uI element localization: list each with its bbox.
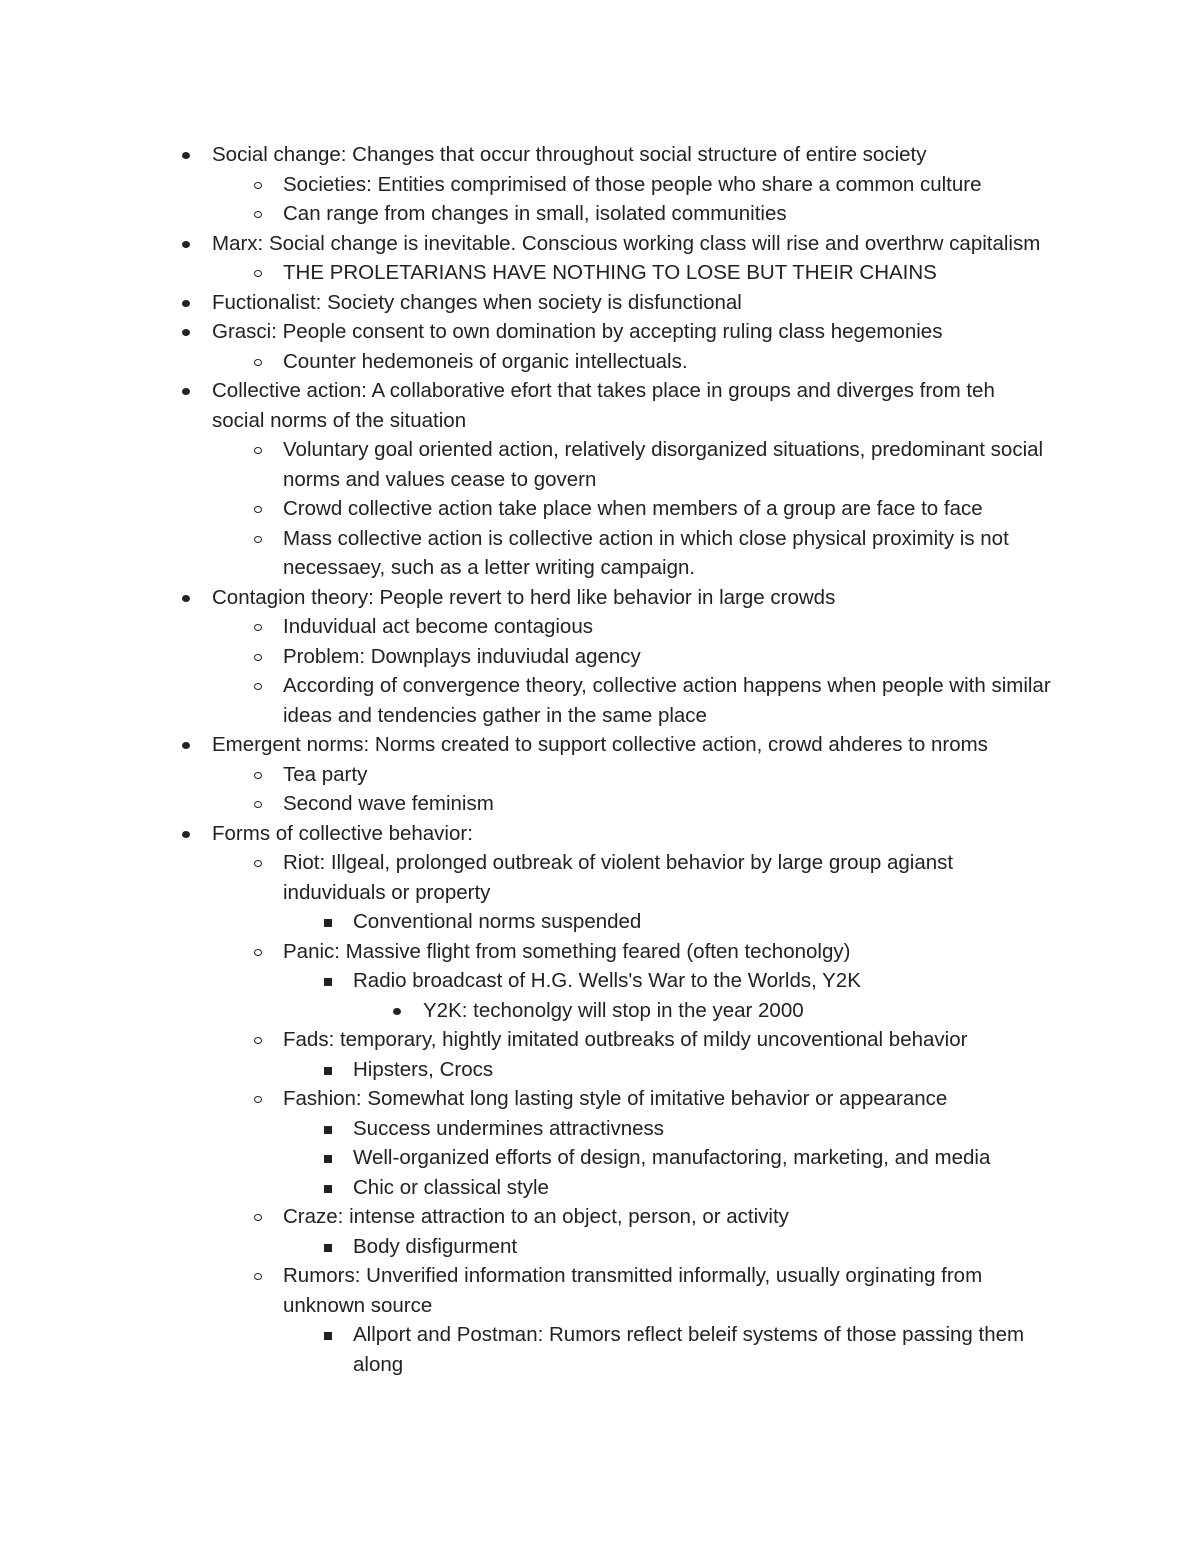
list-item <box>283 612 1051 642</box>
list-item <box>283 170 1051 200</box>
bullet-circle-icon <box>249 848 269 878</box>
bullet-disc-icon <box>387 996 407 1026</box>
list-item <box>353 1143 1051 1173</box>
list-item-text: Forms of collective behavior: <box>212 821 473 845</box>
list-item-text: Craze: intense attraction to an object, person, or activity <box>283 1205 789 1228</box>
list-item-text: Contagion theory: People revert to herd like behavior in large crowds <box>212 585 836 609</box>
list-item <box>283 347 1051 377</box>
list-item <box>353 1320 1051 1379</box>
list-item-text: Radio broadcast of H.G. Wells's War to the Worlds, Y2K <box>353 969 861 992</box>
list-item <box>283 1084 1051 1114</box>
list-item-text: Riot: Illgeal, prolonged outbreak of violent behavior by large group agianst induviduals or property <box>283 851 954 904</box>
list-item-text: Rumors: Unverified information transmitted informally, usually orginating from unknown source <box>283 1264 983 1317</box>
list-item-text: Marx: Social change is inevitable. Conscious working class will rise and overthrw capitalism <box>212 231 1041 255</box>
bullet-disc-icon <box>176 819 196 849</box>
list-item-text: Second wave feminism <box>283 792 494 815</box>
list-item-text: Crowd collective action take place when members of a group are face to face <box>283 497 983 520</box>
bullet-square-icon <box>319 966 339 996</box>
list-item <box>353 1055 1051 1085</box>
list-item-text: Chic or classical style <box>353 1175 549 1199</box>
list-item <box>212 376 1050 435</box>
list-item <box>283 258 1051 288</box>
bullet-circle-icon <box>249 347 269 377</box>
list-item-text: Fuctionalist: Society changes when society is disfunctional <box>212 290 742 314</box>
bullet-circle-icon <box>249 1202 269 1232</box>
bullet-circle-icon <box>249 760 269 790</box>
list-item <box>353 1114 1051 1144</box>
list-item <box>283 642 1051 672</box>
list-item-text: Collective action: A collaborative efort that takes place in groups and diverges from teh social norms of the situation <box>212 379 995 432</box>
bullet-circle-icon <box>249 1084 269 1114</box>
bullet-circle-icon <box>249 789 269 819</box>
bullet-circle-icon <box>249 671 269 701</box>
list-item-text: Fashion: Somewhat long lasting style of imitative behavior or appearance <box>283 1087 948 1110</box>
list-item <box>212 583 1050 613</box>
list-item-text: Grasci: People consent to own domination by accepting ruling class hegemonies <box>212 320 943 343</box>
list-item-text: Allport and Postman: Rumors reflect beleif systems of those passing them along <box>353 1323 1025 1376</box>
bullet-square-icon <box>319 1232 339 1262</box>
list-item-text: Conventional norms suspended <box>353 910 642 933</box>
bullet-disc-icon <box>176 583 196 613</box>
list-item <box>353 966 1051 996</box>
bullet-circle-icon <box>249 170 269 200</box>
list-item <box>283 848 1051 907</box>
bullet-square-icon <box>319 1173 339 1203</box>
list-item <box>283 1202 1051 1232</box>
list-item <box>283 789 1051 819</box>
list-item <box>283 435 1051 494</box>
list-item-text: Success undermines attractivness <box>353 1116 665 1140</box>
list-item <box>283 937 1051 967</box>
list-item-text: Y2K: techonolgy will stop in the year 2000 <box>423 998 804 1022</box>
list-item-text: According of convergence theory, collective action happens when people with similar ideas and tendencies gather in the same place <box>283 674 1051 727</box>
list-item-text: Problem: Downplays induviudal agency <box>283 644 641 668</box>
list-item-text: Body disfigurment <box>353 1234 518 1258</box>
list-item <box>353 1232 1051 1262</box>
list-item <box>283 199 1051 229</box>
list-item-text: Hipsters, Crocs <box>353 1057 494 1081</box>
list-item <box>283 524 1051 583</box>
bullet-circle-icon <box>249 612 269 642</box>
list-item <box>212 229 1050 259</box>
bullet-circle-icon <box>249 1261 269 1291</box>
list-item <box>212 819 1050 849</box>
document-page <box>0 140 1200 1379</box>
bullet-circle-icon <box>249 199 269 229</box>
list-item <box>283 671 1051 730</box>
list-item-text: Mass collective action is collective action in which close physical proximity is not necessaey, such as a letter writing campaign. <box>283 526 1009 579</box>
list-item-text: Can range from changes in small, isolated communities <box>283 202 787 225</box>
list-item <box>283 494 1051 524</box>
bullet-disc-icon <box>176 376 196 406</box>
list-item-text: Panic: Massive flight from something feared (often techonolgy) <box>283 939 851 963</box>
bullet-circle-icon <box>249 937 269 967</box>
list-item <box>283 1261 1051 1320</box>
bullet-circle-icon <box>249 642 269 672</box>
bullet-square-icon <box>319 907 339 937</box>
list-item-text: Tea party <box>283 762 368 786</box>
bullet-disc-icon <box>176 229 196 259</box>
bullet-disc-icon <box>176 317 196 347</box>
list-item-text: THE PROLETARIANS HAVE NOTHING TO LOSE BUT THEIR CHAINS <box>283 261 937 284</box>
list-item-text: Fads: temporary, hightly imitated outbreaks of mildy uncoventional behavior <box>283 1028 968 1051</box>
list-item <box>283 760 1051 790</box>
bullet-circle-icon <box>249 435 269 465</box>
list-item-text: Counter hedemoneis of organic intellectuals. <box>283 349 688 373</box>
bullet-square-icon <box>319 1114 339 1144</box>
bullet-square-icon <box>319 1320 339 1350</box>
list-item <box>353 907 1051 937</box>
bullet-circle-icon <box>249 524 269 554</box>
list-item <box>212 288 1050 318</box>
bullet-square-icon <box>319 1143 339 1173</box>
list-item <box>423 996 1051 1026</box>
list-item-text: Social change: Changes that occur throughout social structure of entire society <box>212 143 927 166</box>
list-item-text: Emergent norms: Norms created to support collective action, crowd ahderes to nroms <box>212 733 988 756</box>
bullet-circle-icon <box>249 494 269 524</box>
list-item <box>283 1025 1051 1055</box>
list-item-text: Well-organized efforts of design, manufactoring, marketing, and media <box>353 1146 991 1169</box>
bullet-square-icon <box>319 1055 339 1085</box>
list-item <box>353 1173 1051 1203</box>
list-item-text: Voluntary goal oriented action, relatively disorganized situations, predominant social norms and values cease to govern <box>283 438 1044 491</box>
bullet-circle-icon <box>249 1025 269 1055</box>
list-item-text: Societies: Entities comprimised of those people who share a common culture <box>283 172 982 196</box>
list-item <box>212 317 1050 347</box>
bullet-circle-icon <box>249 258 269 288</box>
bullet-disc-icon <box>176 288 196 318</box>
bullet-disc-icon <box>176 140 196 170</box>
list-item-text: Induvidual act become contagious <box>283 615 593 638</box>
list-item <box>212 140 1050 170</box>
list-item <box>212 730 1050 760</box>
bullet-disc-icon <box>176 730 196 760</box>
